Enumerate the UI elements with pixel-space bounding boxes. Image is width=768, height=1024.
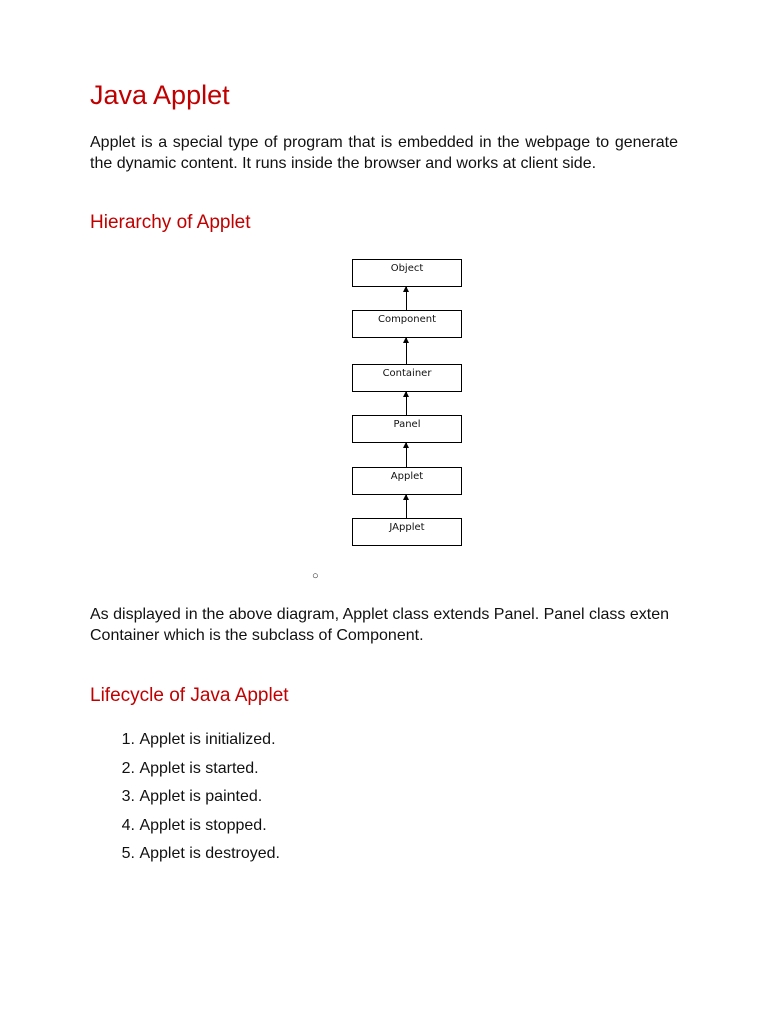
list-item: 5. Applet is destroyed.: [121, 845, 280, 862]
class-box-applet: Applet: [352, 467, 462, 495]
inheritance-arrow: [406, 495, 407, 518]
inheritance-arrow: [406, 443, 407, 467]
list-item: 2. Applet is started.: [121, 759, 259, 777]
inheritance-arrow: [406, 392, 407, 415]
lifecycle-list: [90, 729, 280, 872]
description-line: Container which is the subclass of Component.: [90, 627, 424, 644]
class-box-object: Object: [352, 259, 462, 287]
class-box-container: Container: [352, 364, 462, 392]
lifecycle-heading: Lifecycle of Java Applet: [90, 685, 289, 706]
list-item: 1. Applet is initialized.: [121, 731, 276, 748]
class-box-panel: Panel: [352, 415, 462, 443]
class-box-japplet: JApplet: [352, 518, 462, 546]
class-hierarchy-diagram: [352, 259, 462, 547]
bullet-marker: ○: [312, 570, 319, 582]
list-item: 4. Applet is stopped.: [121, 816, 267, 834]
list-item: 3. Applet is painted.: [121, 788, 263, 805]
intro-paragraph: Applet is a special type of program that is embedded in the webpage to generate the dynamic content. It runs inside the browser and works at client side.: [90, 134, 678, 172]
inheritance-arrow: [406, 338, 407, 364]
hierarchy-heading: Hierarchy of Applet: [90, 212, 251, 233]
class-box-component: Component: [352, 310, 462, 338]
description-line: As displayed in the above diagram, Applet class extends Panel. Panel class exten: [90, 606, 670, 623]
description-paragraph: [90, 604, 768, 646]
inheritance-arrow: [406, 287, 407, 310]
page-title: Java Applet: [90, 80, 230, 110]
